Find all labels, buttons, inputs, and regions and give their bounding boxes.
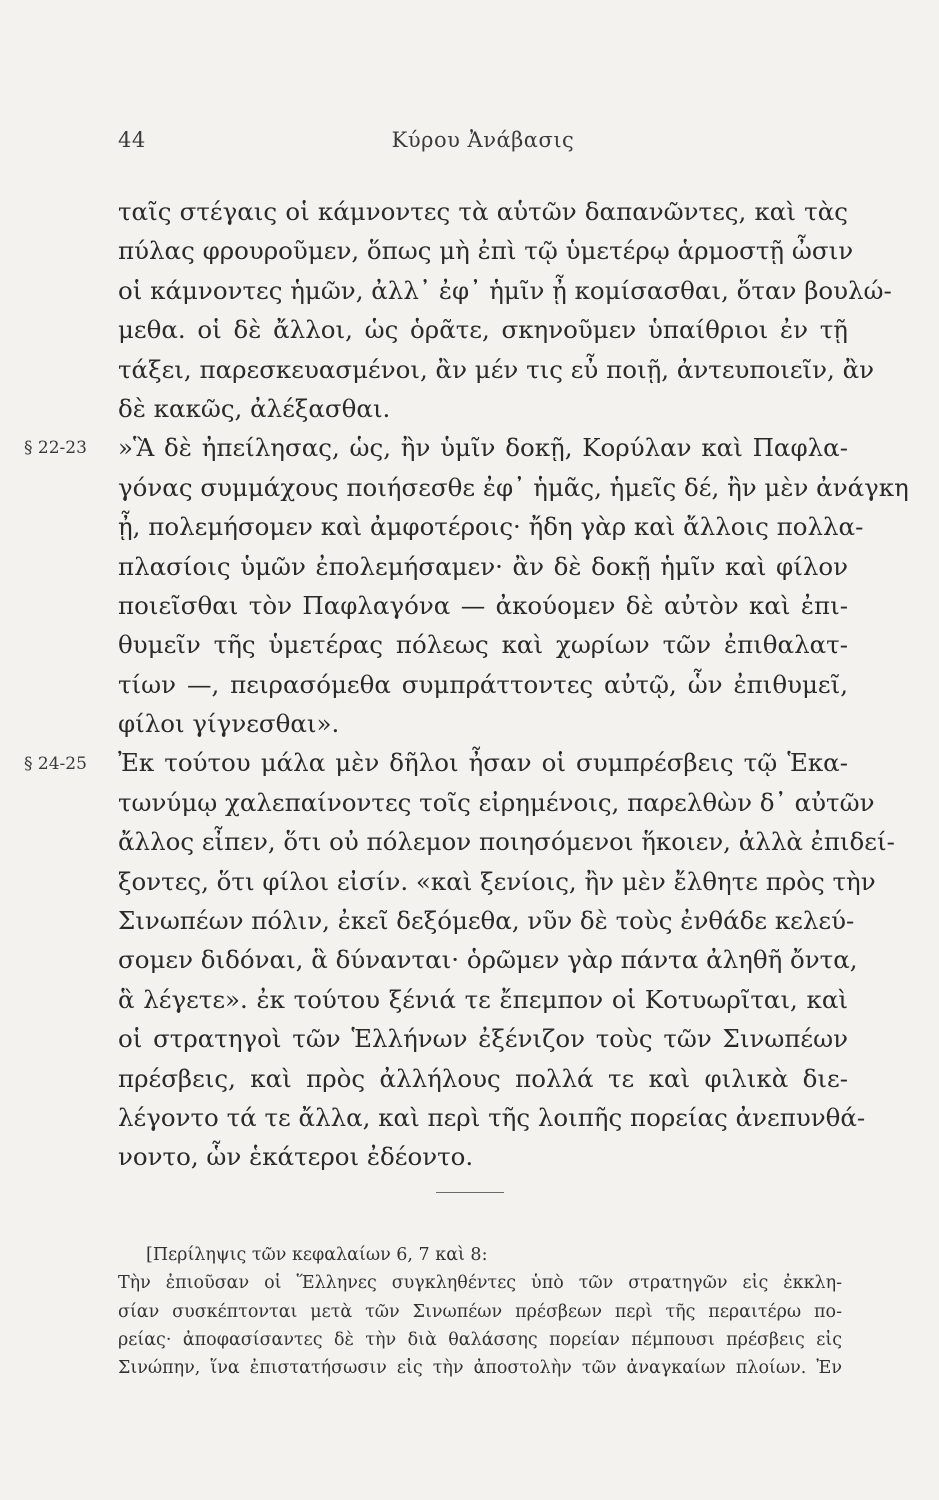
text-line: Σινωπέων πόλιν, ἐκεῖ δεξόμεθα, νῦν δὲ τοὺς ἐνθάδε κελεύ- — [118, 906, 855, 936]
text-line: »Ἃ δὲ ἠπείλησας, ὡς, ἢν ὑμῖν δοκῇ, Κορύλαν καὶ Παφλα- — [118, 433, 848, 463]
text-line: ξοντες, ὅτι φίλοι εἰσίν. «καὶ ξενίοις, ἢν μὲν ἔλθητε πρὸς τὴν — [118, 866, 876, 896]
section-marker: § 24-25 — [24, 753, 87, 774]
text-line: πρέσβεις, καὶ πρὸς ἀλλήλους πολλά τε καὶ φιλικὰ διε- — [118, 1063, 848, 1093]
text-line: πλασίοις ὑμῶν ἐπολεμήσαμεν· ἂν δὲ δοκῇ ἡμῖν καὶ φίλον — [118, 551, 848, 581]
text-line: τίων —, πειρασόμεθα συμπράττοντες αὐτῷ, ὧν ἐπιθυμεῖ, — [118, 669, 848, 699]
text-line: οἱ στρατηγοὶ τῶν Ἑλλήνων ἐξένιζον τοὺς τῶν Σινωπέων — [118, 1024, 848, 1054]
summary-line: Τὴν ἐπιοῦσαν οἱ Ἕλληνες συγκληθέντες ὑπὸ τῶν στρατηγῶν εἰς ἐκκλη- — [118, 1273, 842, 1294]
text-line: σομεν διδόναι, ἃ δύνανται· ὁρῶμεν γὰρ πάντα ἀληθῆ ὄντα, — [118, 945, 858, 975]
summary-line: σίαν συσκέπτονται μετὰ τῶν Σινωπέων πρέσβεων περὶ τῆς περαιτέρω πο- — [118, 1301, 842, 1322]
page-number: 44 — [118, 128, 146, 152]
text-line: λέγοντο τά τε ἄλλα, καὶ περὶ τῆς λοιπῆς πορείας ἀνεπυνθά- — [118, 1102, 866, 1132]
text-line: ταῖς στέγαις οἱ κάμνοντες τὰ αὑτῶν δαπανῶντες, καὶ τὰς — [118, 197, 848, 226]
text-line: ποιεῖσθαι τὸν Παφλαγόνα — ἀκούομεν δὲ αὐτὸν καὶ ἐπι- — [118, 590, 848, 620]
text-line: θυμεῖν τῆς ὑμετέρας πόλεως καὶ χωρίων τῶν ἐπιθαλατ- — [118, 630, 848, 660]
text-line: γόνας συμμάχους ποιήσεσθε ἐφ᾽ ἡμᾶς, ἡμεῖς δέ, ἢν μὲν ἀνάγκη — [118, 472, 909, 502]
section-divider — [436, 1192, 504, 1193]
main-text — [118, 192, 909, 1177]
summary-line: ρείας· ἀποφασίσαντες δὲ τὴν διὰ θαλάσσης πορείαν πέμπουσι πρέσβεις εἰς — [118, 1329, 842, 1350]
chapter-summary — [118, 1241, 842, 1382]
text-line: δὲ κακῶς, ἀλέξασθαι. — [118, 393, 391, 423]
text-line: τάξει, παρεσκευασμένοι, ἂν μέν τις εὖ ποιῇ, ἀντευποιεῖν, ἂν — [118, 354, 875, 384]
text-line: ἃ λέγετε». ἐκ τούτου ξένιά τε ἔπεμπον οἱ Κοτυωρῖται, καὶ — [118, 984, 848, 1014]
text-line: φίλοι γίγνεσθαι». — [118, 709, 340, 739]
text-line: ἄλλος εἶπεν, ὅτι οὐ πόλεμον ποιησόμενοι ἥκοιεν, ἀλλὰ ἐπιδεί- — [118, 827, 895, 857]
text-line: οἱ κάμνοντες ἡμῶν, ἀλλ᾽ ἐφ᾽ ἡμῖν ᾖ κομίσασθαι, ὅταν βουλώ- — [118, 275, 892, 305]
running-title: Κύρου Ἀνάβασις — [391, 128, 575, 152]
summary-line: [Περίληψις τῶν κεφαλαίων 6, 7 καὶ 8: — [146, 1245, 488, 1265]
text-line: νοντο, ὧν ἑκάτεροι ἐδέοντο. — [118, 1142, 474, 1172]
summary-line: Σινώπην, ἵνα ἐπιστατήσωσιν εἰς τὴν ἀποστολὴν τῶν ἀναγκαίων πλοίων. Ἐν — [118, 1358, 842, 1379]
section-marker: § 22-23 — [24, 438, 87, 459]
text-line: μεθα. οἱ δὲ ἄλλοι, ὡς ὁρᾶτε, σκηνοῦμεν ὑπαίθριοι ἐν τῇ — [118, 315, 848, 345]
text-line: πύλας φρουροῦμεν, ὅπως μὴ ἐπὶ τῷ ὑμετέρῳ ἁρμοστῇ ὦσιν — [118, 236, 854, 266]
text-line: Ἐκ τούτου μάλα μὲν δῆλοι ἦσαν οἱ συμπρέσβεις τῷ Ἑκα- — [118, 748, 848, 778]
text-line: ᾖ, πολεμήσομεν καὶ ἀμφοτέροις· ἤδη γὰρ καὶ ἄλλοις πολλα- — [118, 512, 864, 542]
text-line: τωνύμῳ χαλεπαίνοντες τοῖς εἰρημένοις, παρελθὼν δ᾽ αὐτῶν — [118, 787, 875, 817]
page-header — [118, 128, 848, 160]
